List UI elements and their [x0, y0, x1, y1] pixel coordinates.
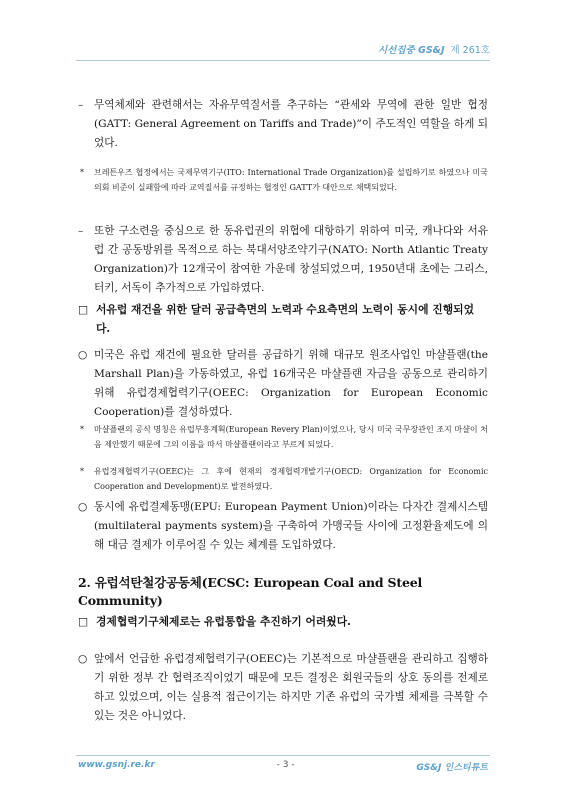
circle-item: [78, 346, 488, 422]
circle-marker: ○: [78, 501, 88, 513]
circle-item: [78, 650, 488, 726]
header-divider: [76, 60, 490, 61]
footnote-item: [78, 165, 488, 195]
organization-name: GS&J 인스티튜트: [416, 763, 488, 773]
footnote-text: 마샬플랜의 공식 명칭은 유럽부흥계획(European Revery Plan)이었으나, 당시 미국 국무장관인 조지 마샬이 처음 제안했기 때문에 그의 이름을 따서 마샬플랜이라고 부르게 되었다.: [94, 425, 488, 449]
box-marker: □: [78, 303, 89, 316]
paragraph-text: 미국은 유럽 재건에 필요한 달러를 공급하기 위해 대규모 원조사업인 마샬플랜(the Marshall Plan)을 가동하였고, 유럽 16개국은 마샬플랜 자금을 공동으로 관리하기 위해 유럽경제협력기구(OEEC: Organization for European Economic Cooperation)를 결성하였다.: [94, 349, 488, 418]
website-link[interactable]: www.gsnj.re.kr: [78, 760, 155, 770]
box-heading-text: 경제협력기구체제로는 유럽통합을 추진하기 어려웠다.: [96, 615, 351, 628]
paragraph-text: 동시에 유럽결제동맹(EPU: European Payment Union)이라는 다자간 결제시스템(multilateral payments system)을 구축하여 가맹국들 사이에 고정환율제도에 의해 대금 결제가 이루어질 수 있는 체계를 도입하였다.: [94, 501, 488, 551]
box-heading: [78, 612, 488, 631]
footnote-item: [78, 464, 488, 494]
page-header: [378, 42, 490, 56]
footnote-text: 브레튼우즈 협정에서는 국제무역기구(ITO: International Trade Organization)를 설립하기로 하였으나 미국 의회 비준이 실패함에 따라 교역질서를 규정하는 협정인 GATT가 대안으로 채택되었다.: [94, 168, 488, 192]
paragraph-text: 무역체제와 관련해서는 자유무역질서를 추구하는 “관세와 무역에 관한 일반 협정(GATT: General Agreement on Tariffs and Trade)”이 주도적인 역할을 하게 되었다.: [94, 99, 488, 149]
box-marker: □: [78, 615, 89, 628]
dash-marker: –: [78, 225, 84, 237]
box-heading: [78, 300, 488, 338]
dash-marker: –: [78, 99, 84, 111]
section-heading: 2. 유럽석탄철강공동체(ECSC: European Coal and Steel Community): [78, 575, 423, 608]
asterisk-marker: *: [80, 168, 84, 177]
footnote-text: 유럽경제협력기구(OEEC)는 그 후에 현재의 경제협력개발기구(OECD: Organization for Economic Cooperation and Development)로 발전하였다.: [94, 467, 488, 491]
paragraph-text: 또한 구소련을 중심으로 한 동유럽권의 위협에 대항하기 위하여 미국, 캐나다와 서유럽 간 공동방위를 목적으로 하는 북대서양조약기구(NATO: North Atlantic Treaty Organization)가 12개국이 참여한 가운데 창설되었으며, 1950년대 초에는 그리스, 터키, 서독이 추가적으로 가입하였다.: [94, 225, 488, 294]
issue-number: 제 261호: [450, 45, 490, 56]
box-heading-text: 서유럽 재건을 위한 달러 공급측면의 노력과 수요측면의 노력이 동시에 진행되었다.: [96, 303, 475, 335]
dash-item: [78, 96, 488, 153]
circle-marker: ○: [78, 349, 88, 361]
circle-marker: ○: [78, 653, 88, 665]
dash-item: [78, 222, 488, 298]
page-number: - 3 -: [276, 760, 295, 770]
paragraph-text: 앞에서 언급한 유럽경제협력기구(OEEC)는 기본적으로 마샬플랜을 관리하고 집행하기 위한 정부 간 협력조직이었기 때문에 모든 결정은 회원국들의 상호 동의를 전제로 하고 있었으며, 이는 실용적 접근이기는 하지만 기존 유럽의 국가별 체제를 극복할 수 있는 것은 아니었다.: [94, 653, 488, 722]
publication-title: 시선집중 GS&J: [378, 45, 445, 56]
asterisk-marker: *: [80, 425, 84, 434]
circle-item: [78, 498, 488, 555]
footer-divider: [76, 755, 490, 756]
footnote-item: [78, 422, 488, 452]
asterisk-marker: *: [80, 467, 84, 476]
page-footer: [78, 760, 488, 773]
